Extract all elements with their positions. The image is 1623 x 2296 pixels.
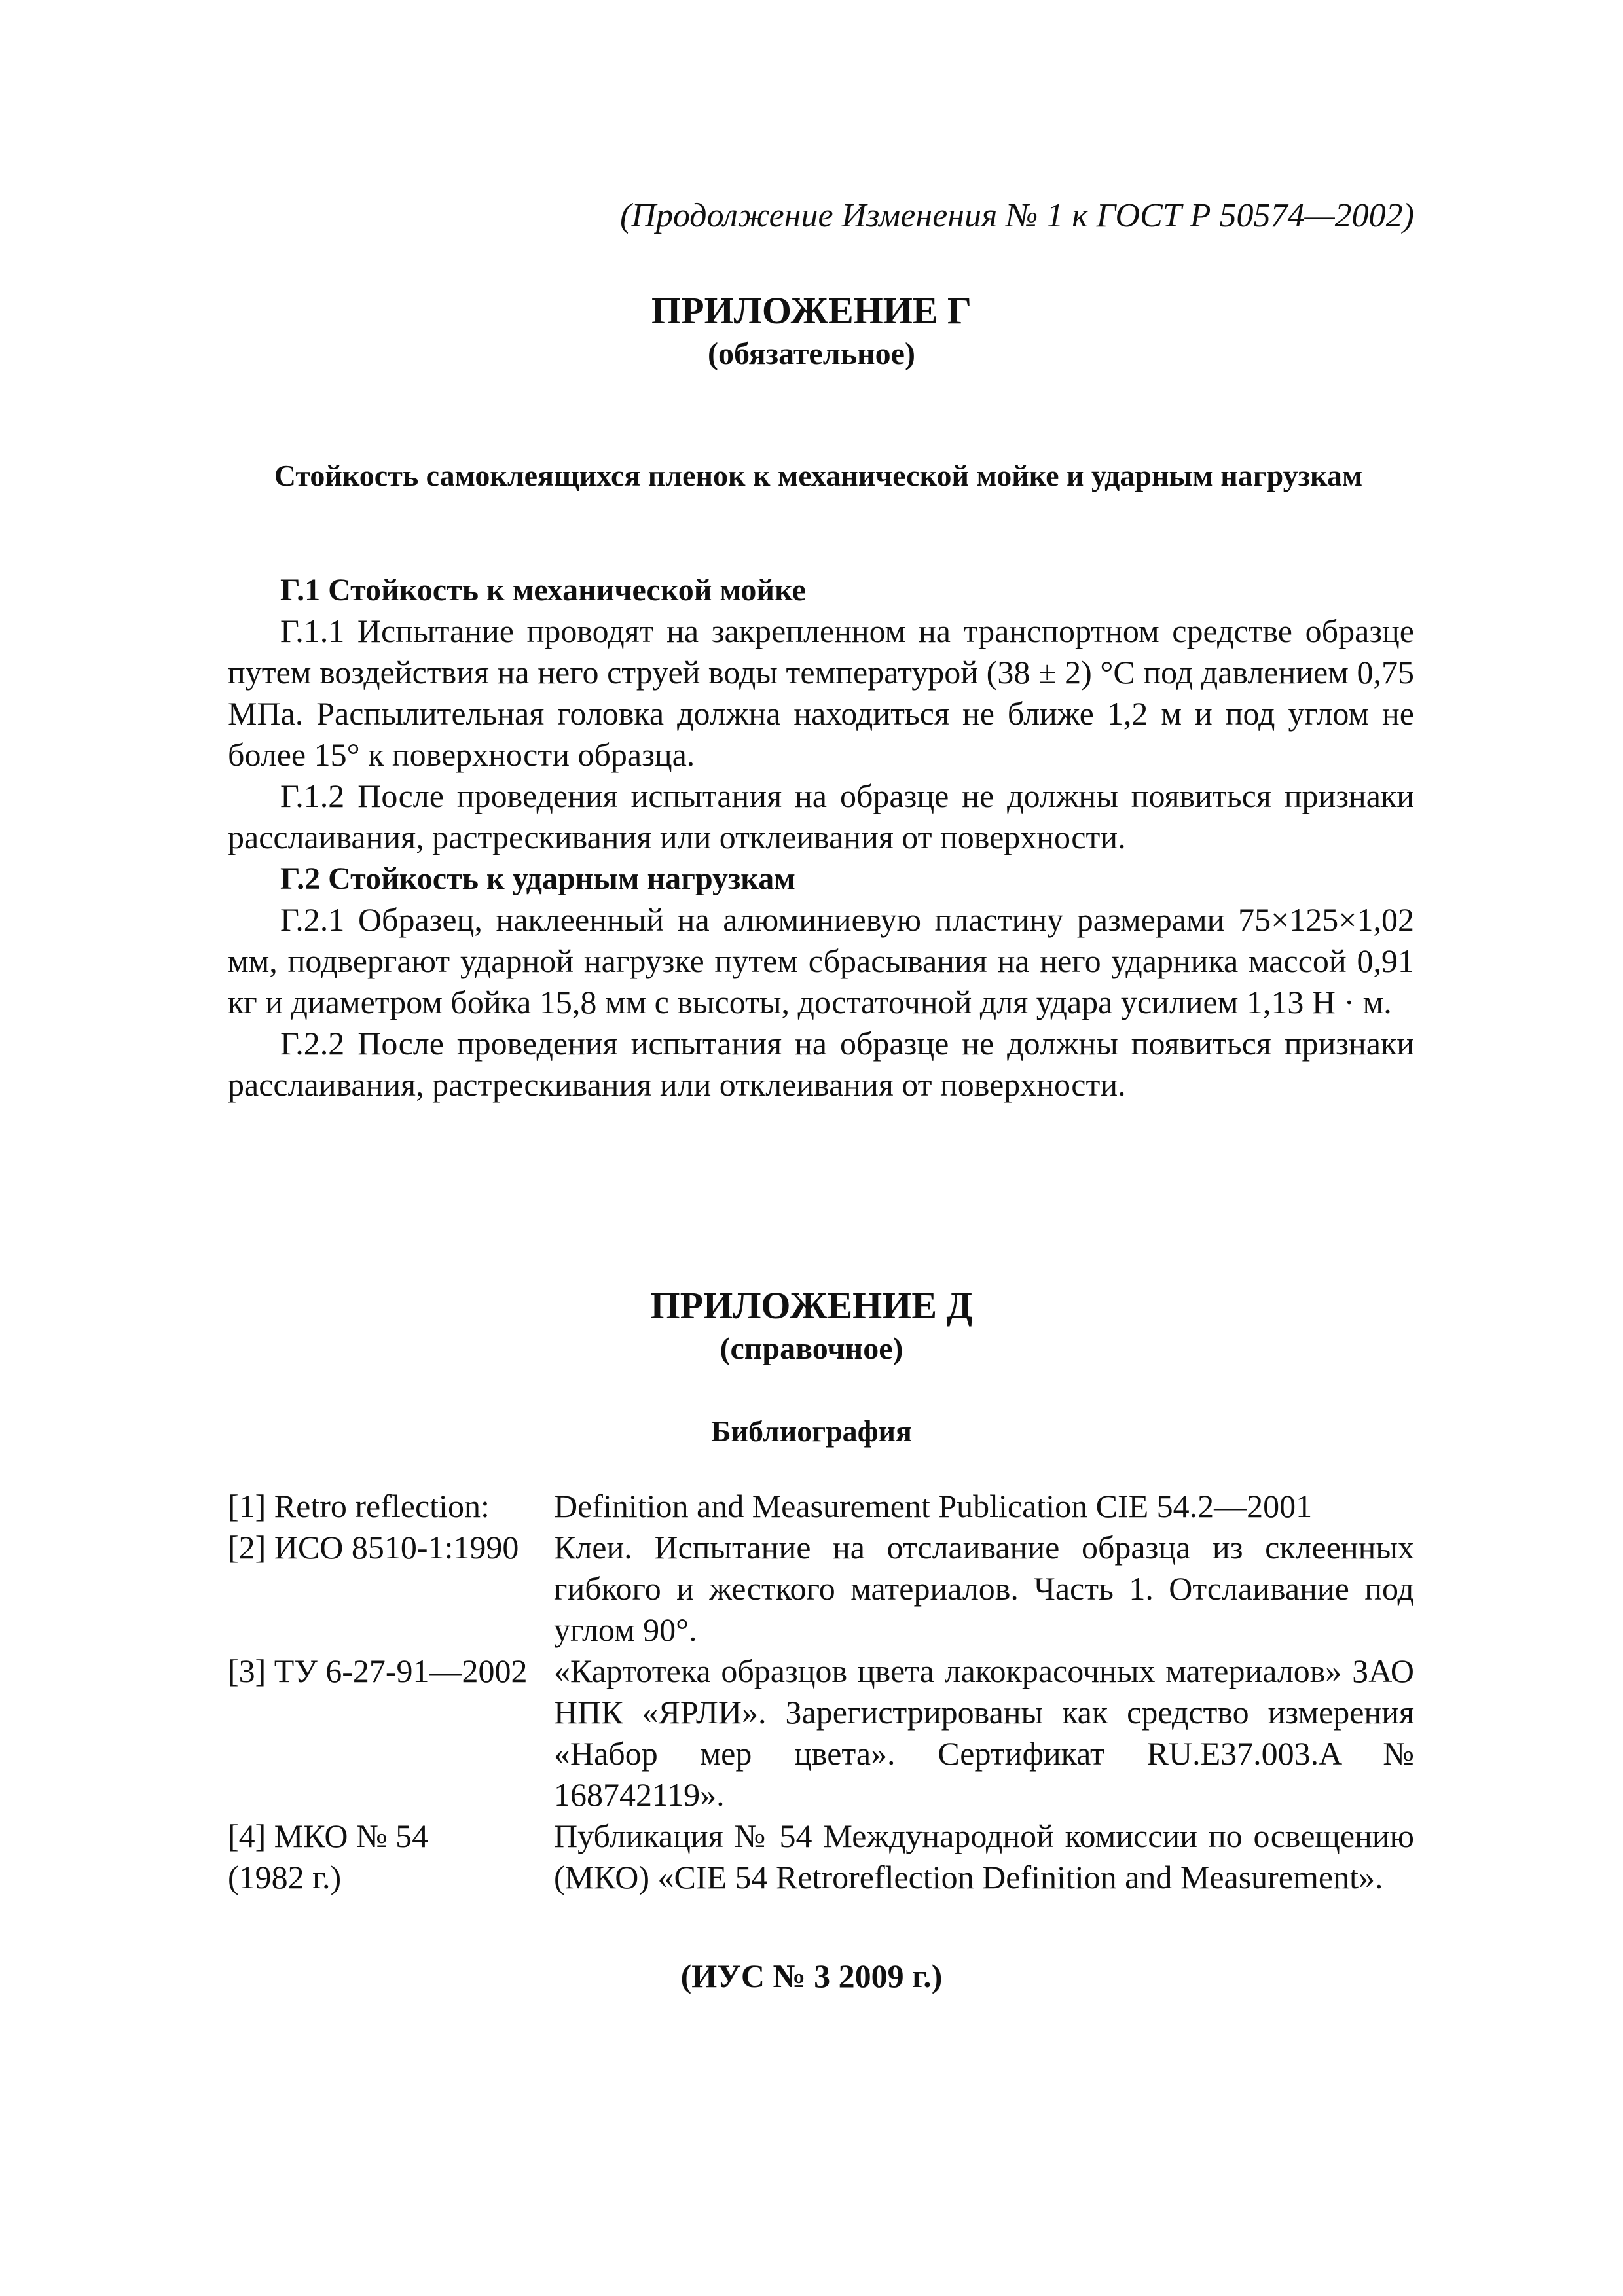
bibliography-entry [228,1651,1414,1816]
bibliography-entry [228,1527,1414,1651]
appendix-g-heading [0,288,1623,374]
bibliography-entry [228,1486,1414,1527]
appendix-d-title: ПРИЛОЖЕНИЕ Д [650,1284,973,1327]
bibliography-title: Библиография [711,1414,912,1448]
appendix-g-title: ПРИЛОЖЕНИЕ Г [651,289,972,332]
bibliography-text: Клеи. Испытание на отслаивание образца из склеенных гибкого и жесткого материалов. Часть 1. Отслаивание под углом 90°. [554,1529,1414,1648]
paragraph-g1-2: Г.1.2 После проведения испытания на образце не должны появиться признаки расслаивания, растрескивания или отклеивания от поверхности. [228,778,1414,855]
paragraph-g2-1: Г.2.1 Образец, наклеенный на алюминиевую пластину размерами 75×125×1,02 мм, подвергают ударной нагрузке путем сбрасывания на него ударника массой 0,91 кг и диаметром бойка 15,8 мм с высоты, достаточной для удара усилием 1,13 Н · м. [228,901,1414,1020]
header-note: (Продолжение Изменения № 1 к ГОСТ Р 50574—2002) [620,197,1414,234]
appendix-d-heading [0,1283,1623,1369]
bibliography-ref: [1] Retro reflection: [228,1488,490,1524]
bibliography-ref: [3] ТУ 6-27-91—2002 [228,1653,528,1689]
bibliography-text: «Картотека образцов цвета лакокрасочных материалов» ЗАО НПК «ЯРЛИ». Зарегистрированы как средство измерения «Набор мер цвета». Сертификат RU.E37.003.A № 168742119». [554,1653,1414,1813]
footer-note: (ИУС № 3 2009 г.) [680,1958,943,1994]
appendix-g-subtitle: (обязательное) [708,336,915,371]
bibliography-ref: [4] МКО № 54 (1982 г.) [228,1818,429,1895]
appendix-g-doc-title-wrap [262,455,1375,497]
section-g2-heading: Г.2 Стойкость к ударным нагрузкам [280,861,795,896]
appendix-d-subtitle: (справочное) [720,1331,903,1366]
bibliography-entry [228,1816,1414,1898]
appendix-g-doc-title: Стойкость самоклеящихся пленок к механической мойке и ударным нагрузкам [274,459,1363,492]
bibliography-title-wrap [0,1410,1623,1452]
appendix-g-body [228,569,1414,1105]
paragraph-g1-1: Г.1.1 Испытание проводят на закрепленном на транспортном средстве образце путем воздействия на него струей воды температурой (38 ± 2) °С под давлением 0,75 МПа. Распылительная головка должна находиться не ближе 1,2 м и под углом не более 15° к поверхности образца. [228,613,1414,773]
bibliography-list [228,1486,1414,1898]
section-g1-heading: Г.1 Стойкость к механической мойке [280,573,806,607]
bibliography-text: Definition and Measurement Publication CIE 54.2—2001 [554,1488,1313,1524]
bibliography-ref: [2] ИСО 8510-1:1990 [228,1529,519,1566]
bibliography-text: Публикация № 54 Международной комиссии по освещению (МКО) «CIE 54 Retroreflection Definition and Measurement». [554,1818,1414,1895]
paragraph-g2-2: Г.2.2 После проведения испытания на образце не должны появиться признаки расслаивания, растрескивания или отклеивания от поверхности. [228,1025,1414,1103]
